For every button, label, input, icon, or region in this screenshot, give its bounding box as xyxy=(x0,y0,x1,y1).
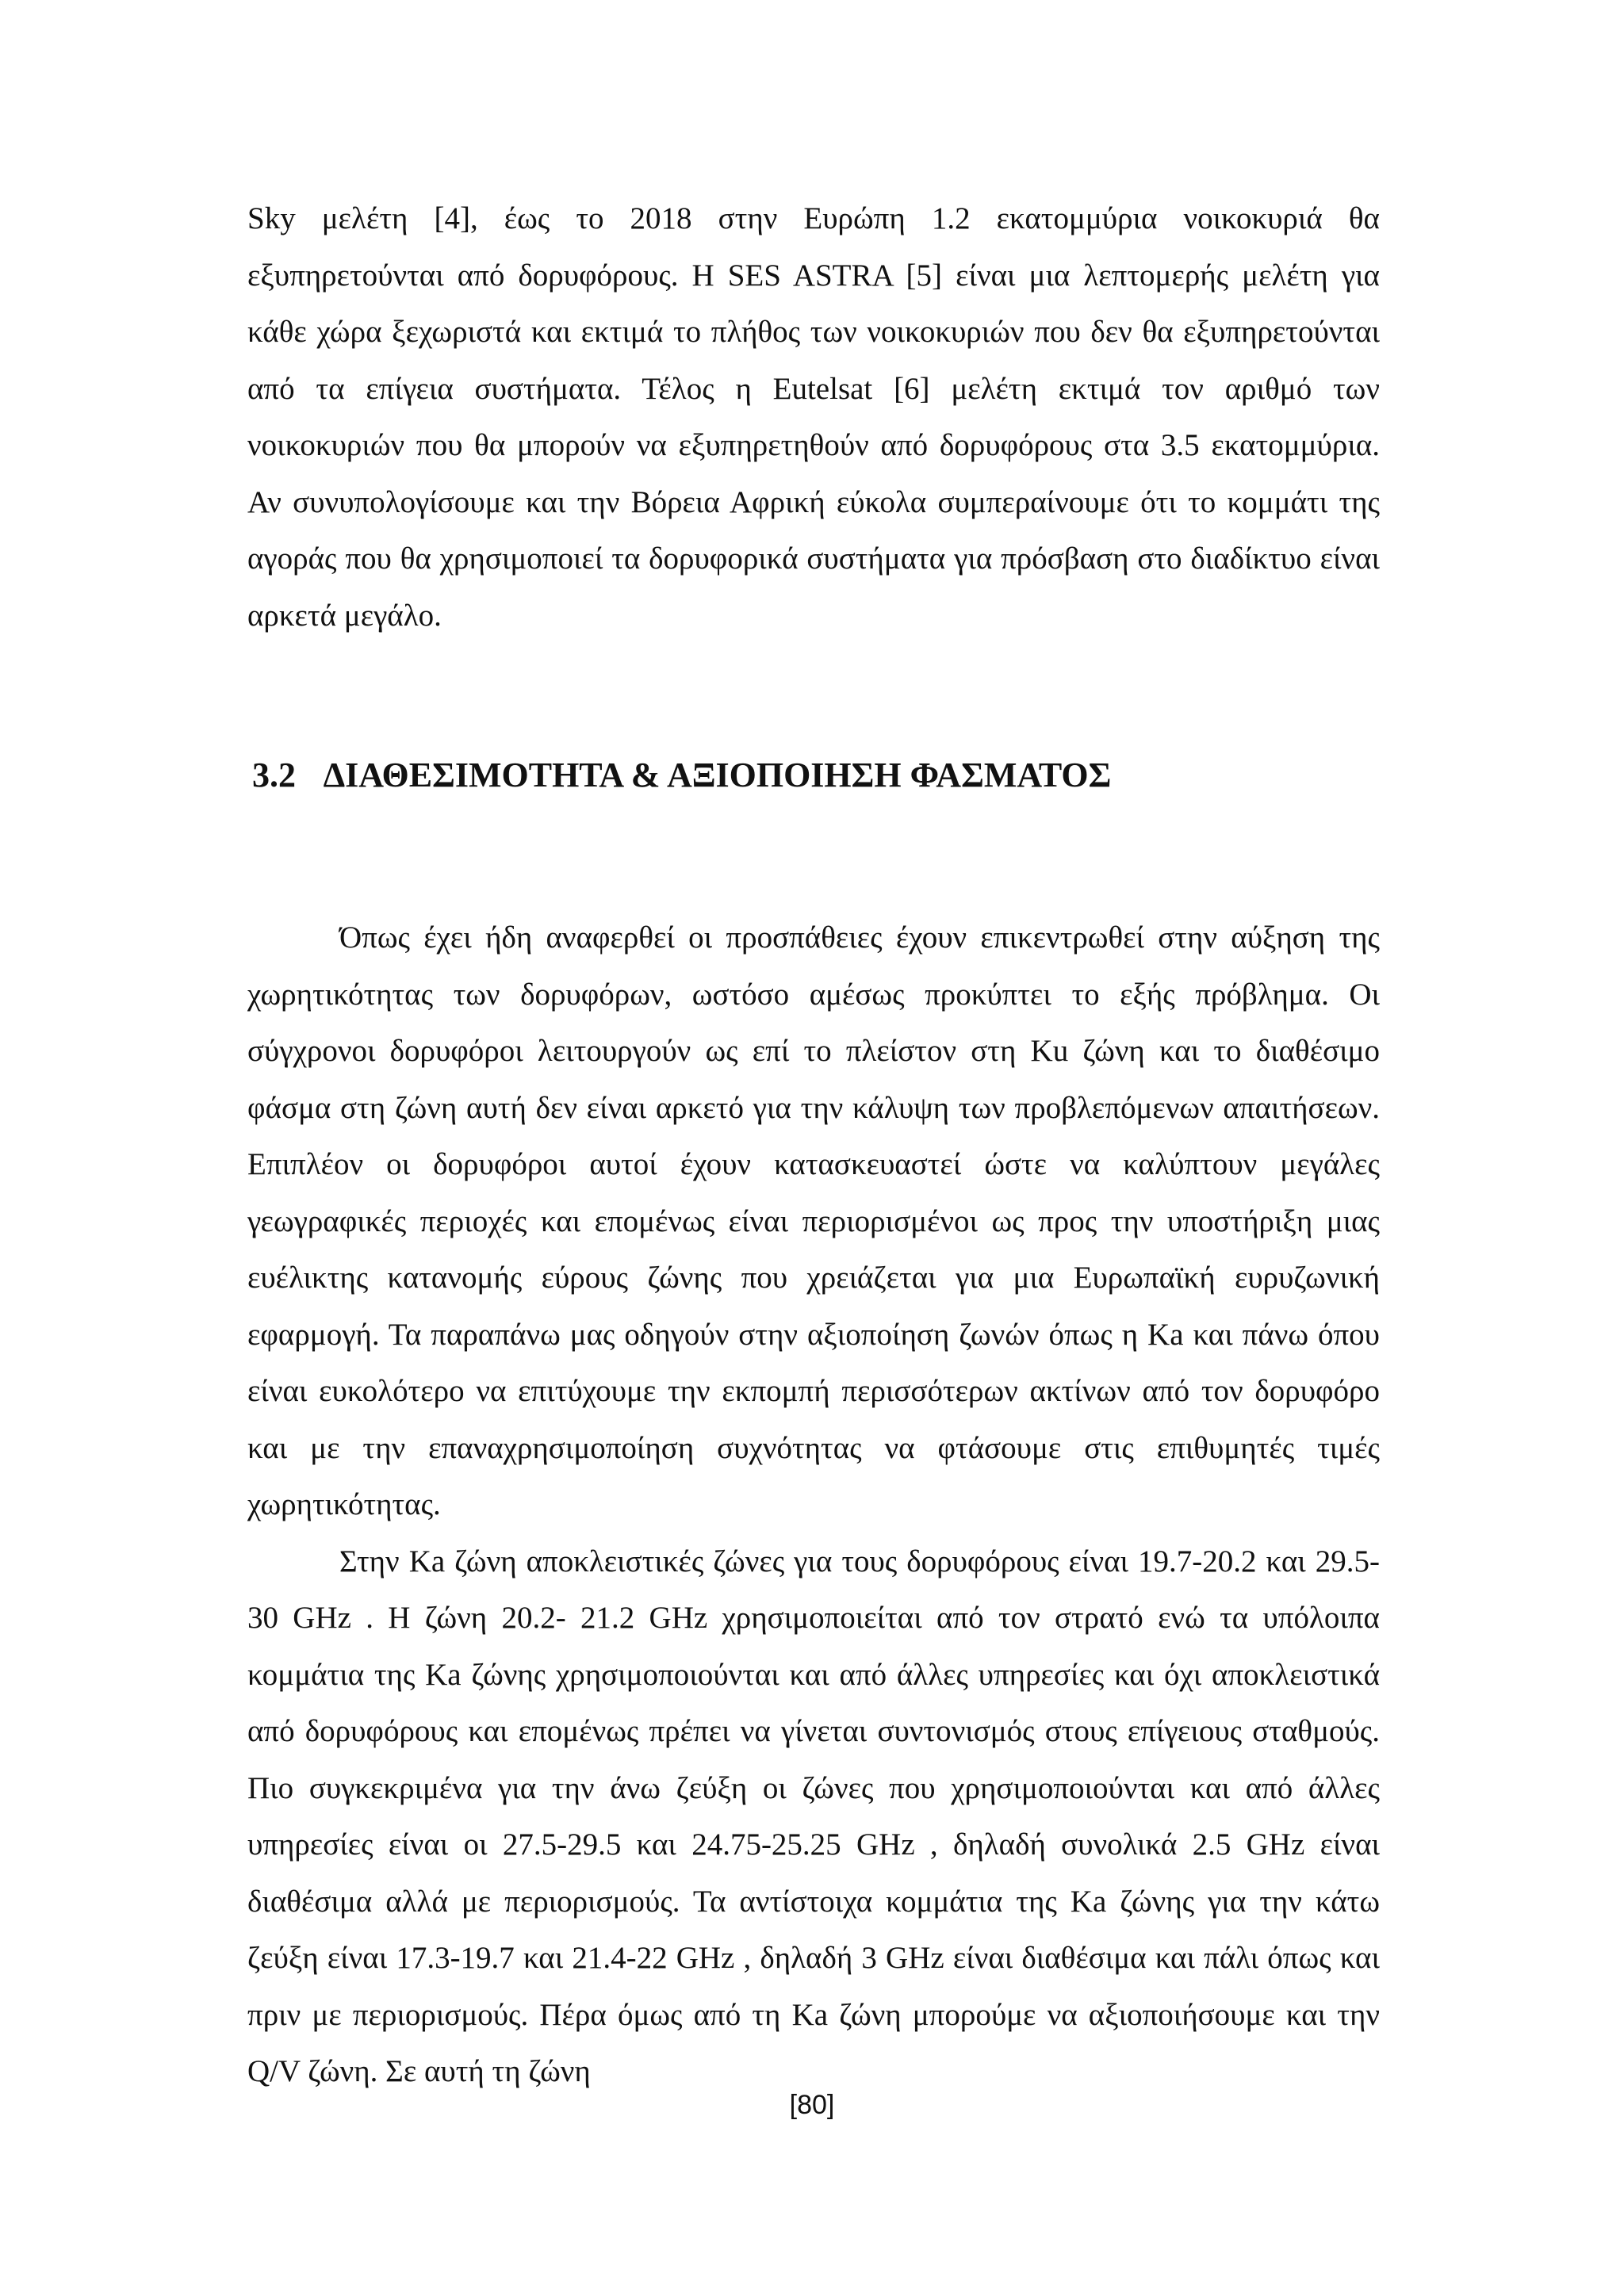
section-title: ΔΙΑΘΕΣΙΜΟΤΗΤΑ & ΑΞΙΟΠΟΙΗΣΗ ΦΑΣΜΑΤΟΣ xyxy=(323,756,1112,794)
page-number: [80] xyxy=(789,2090,835,2120)
section-number: 3.2 xyxy=(252,756,296,794)
section-body xyxy=(247,909,1380,2100)
section-heading xyxy=(252,755,1378,795)
body-paragraph-2: Στην Ka ζώνη αποκλειστικές ζώνες για τους δορυφόρους είναι 19.7-20.2 και 29.5-30 GHz . Η ζώνη 20.2- 21.2 GHz χρησιμοποιείται από τον στρατό ενώ τα υπόλοιπα κομμάτια της Ka ζώνης χρησιμοποιούνται και από άλλες υπηρεσίες και όχι αποκλειστικά από δορυφόρους και επομένως πρέπει να γίνεται συντονισμός στους επίγειους σταθμούς. Πιο συγκεκριμένα για την άνω ζεύξη οι ζώνες που χρησιμοποιούνται και από άλλες υπηρεσίες είναι οι 27.5-29.5 και 24.75-25.25 GHz , δηλαδή συνολικά 2.5 GHz είναι διαθέσιμα αλλά με περιορισμούς. Τα αντίστοιχα κομμάτια της Ka ζώνης για την κάτω ζεύξη είναι 17.3-19.7 και 21.4-22 GHz , δηλαδή 3 GHz είναι διαθέσιμα και πάλι όπως και πριν με περιορισμούς. Πέρα όμως από τη Ka ζώνη μπορούμε να αξιοποιήσουμε και την Q/V ζώνη. Σε αυτή τη ζώνη xyxy=(247,1544,1380,2088)
body-paragraph-1: Όπως έχει ήδη αναφερθεί οι προσπάθειες έχουν επικεντρωθεί στην αύξηση της χωρητικότητας των δορυφόρων, ωστόσο αμέσως προκύπτει το εξής πρόβλημα. Οι σύγχρονοι δορυφόροι λειτουργούν ως επί το πλείστον στη Ku ζώνη και το διαθέσιμο φάσμα στη ζώνη αυτή δεν είναι αρκετό για την κάλυψη των προβλεπόμενων απαιτήσεων. Επιπλέον οι δορυφόροι αυτοί έχουν κατασκευαστεί ώστε να καλύπτουν μεγάλες γεωγραφικές περιοχές και επομένως είναι περιορισμένοι ως προς την υποστήριξη μιας ευέλικτης κατανομής εύρους ζώνης που χρειάζεται για μια Ευρωπαϊκή ευρυζωνική εφαρμογή. Τα παραπάνω μας οδηγούν στην αξιοποίηση ζωνών όπως η Ka και πάνω όπου είναι ευκολότερο να επιτύχουμε την εκπομπή περισσότερων ακτίνων από τον δορυφόρο και με την επαναχρησιμοποίηση συχνότητας να φτάσουμε στις επιθυμητές τιμές χωρητικότητας. xyxy=(247,920,1380,1521)
intro-paragraph: Sky μελέτη [4], έως το 2018 στην Ευρώπη 1.2 εκατομμύρια νοικοκυριά θα εξυπηρετούνται από δορυφόρους. Η SES ASTRA [5] είναι μια λεπτομερής μελέτη για κάθε χώρα ξεχωριστά και εκτιμά το πλήθος των νοικοκυριών που δεν θα εξυπηρετούνται από τα επίγεια συστήματα. Τέλος η Eutelsat [6] μελέτη εκτιμά τον αριθμό των νοικοκυριών που θα μπορούν να εξυπηρετηθούν από δορυφόρους στα 3.5 εκατομμύρια. Αν συνυπολογίσουμε και την Βόρεια Αφρική εύκολα συμπεραίνουμε ότι το κομμάτι της αγοράς που θα χρησιμοποιεί τα δορυφορικά συστήματα για πρόσβαση στο διαδίκτυο είναι αρκετά μεγάλο. xyxy=(247,201,1380,633)
